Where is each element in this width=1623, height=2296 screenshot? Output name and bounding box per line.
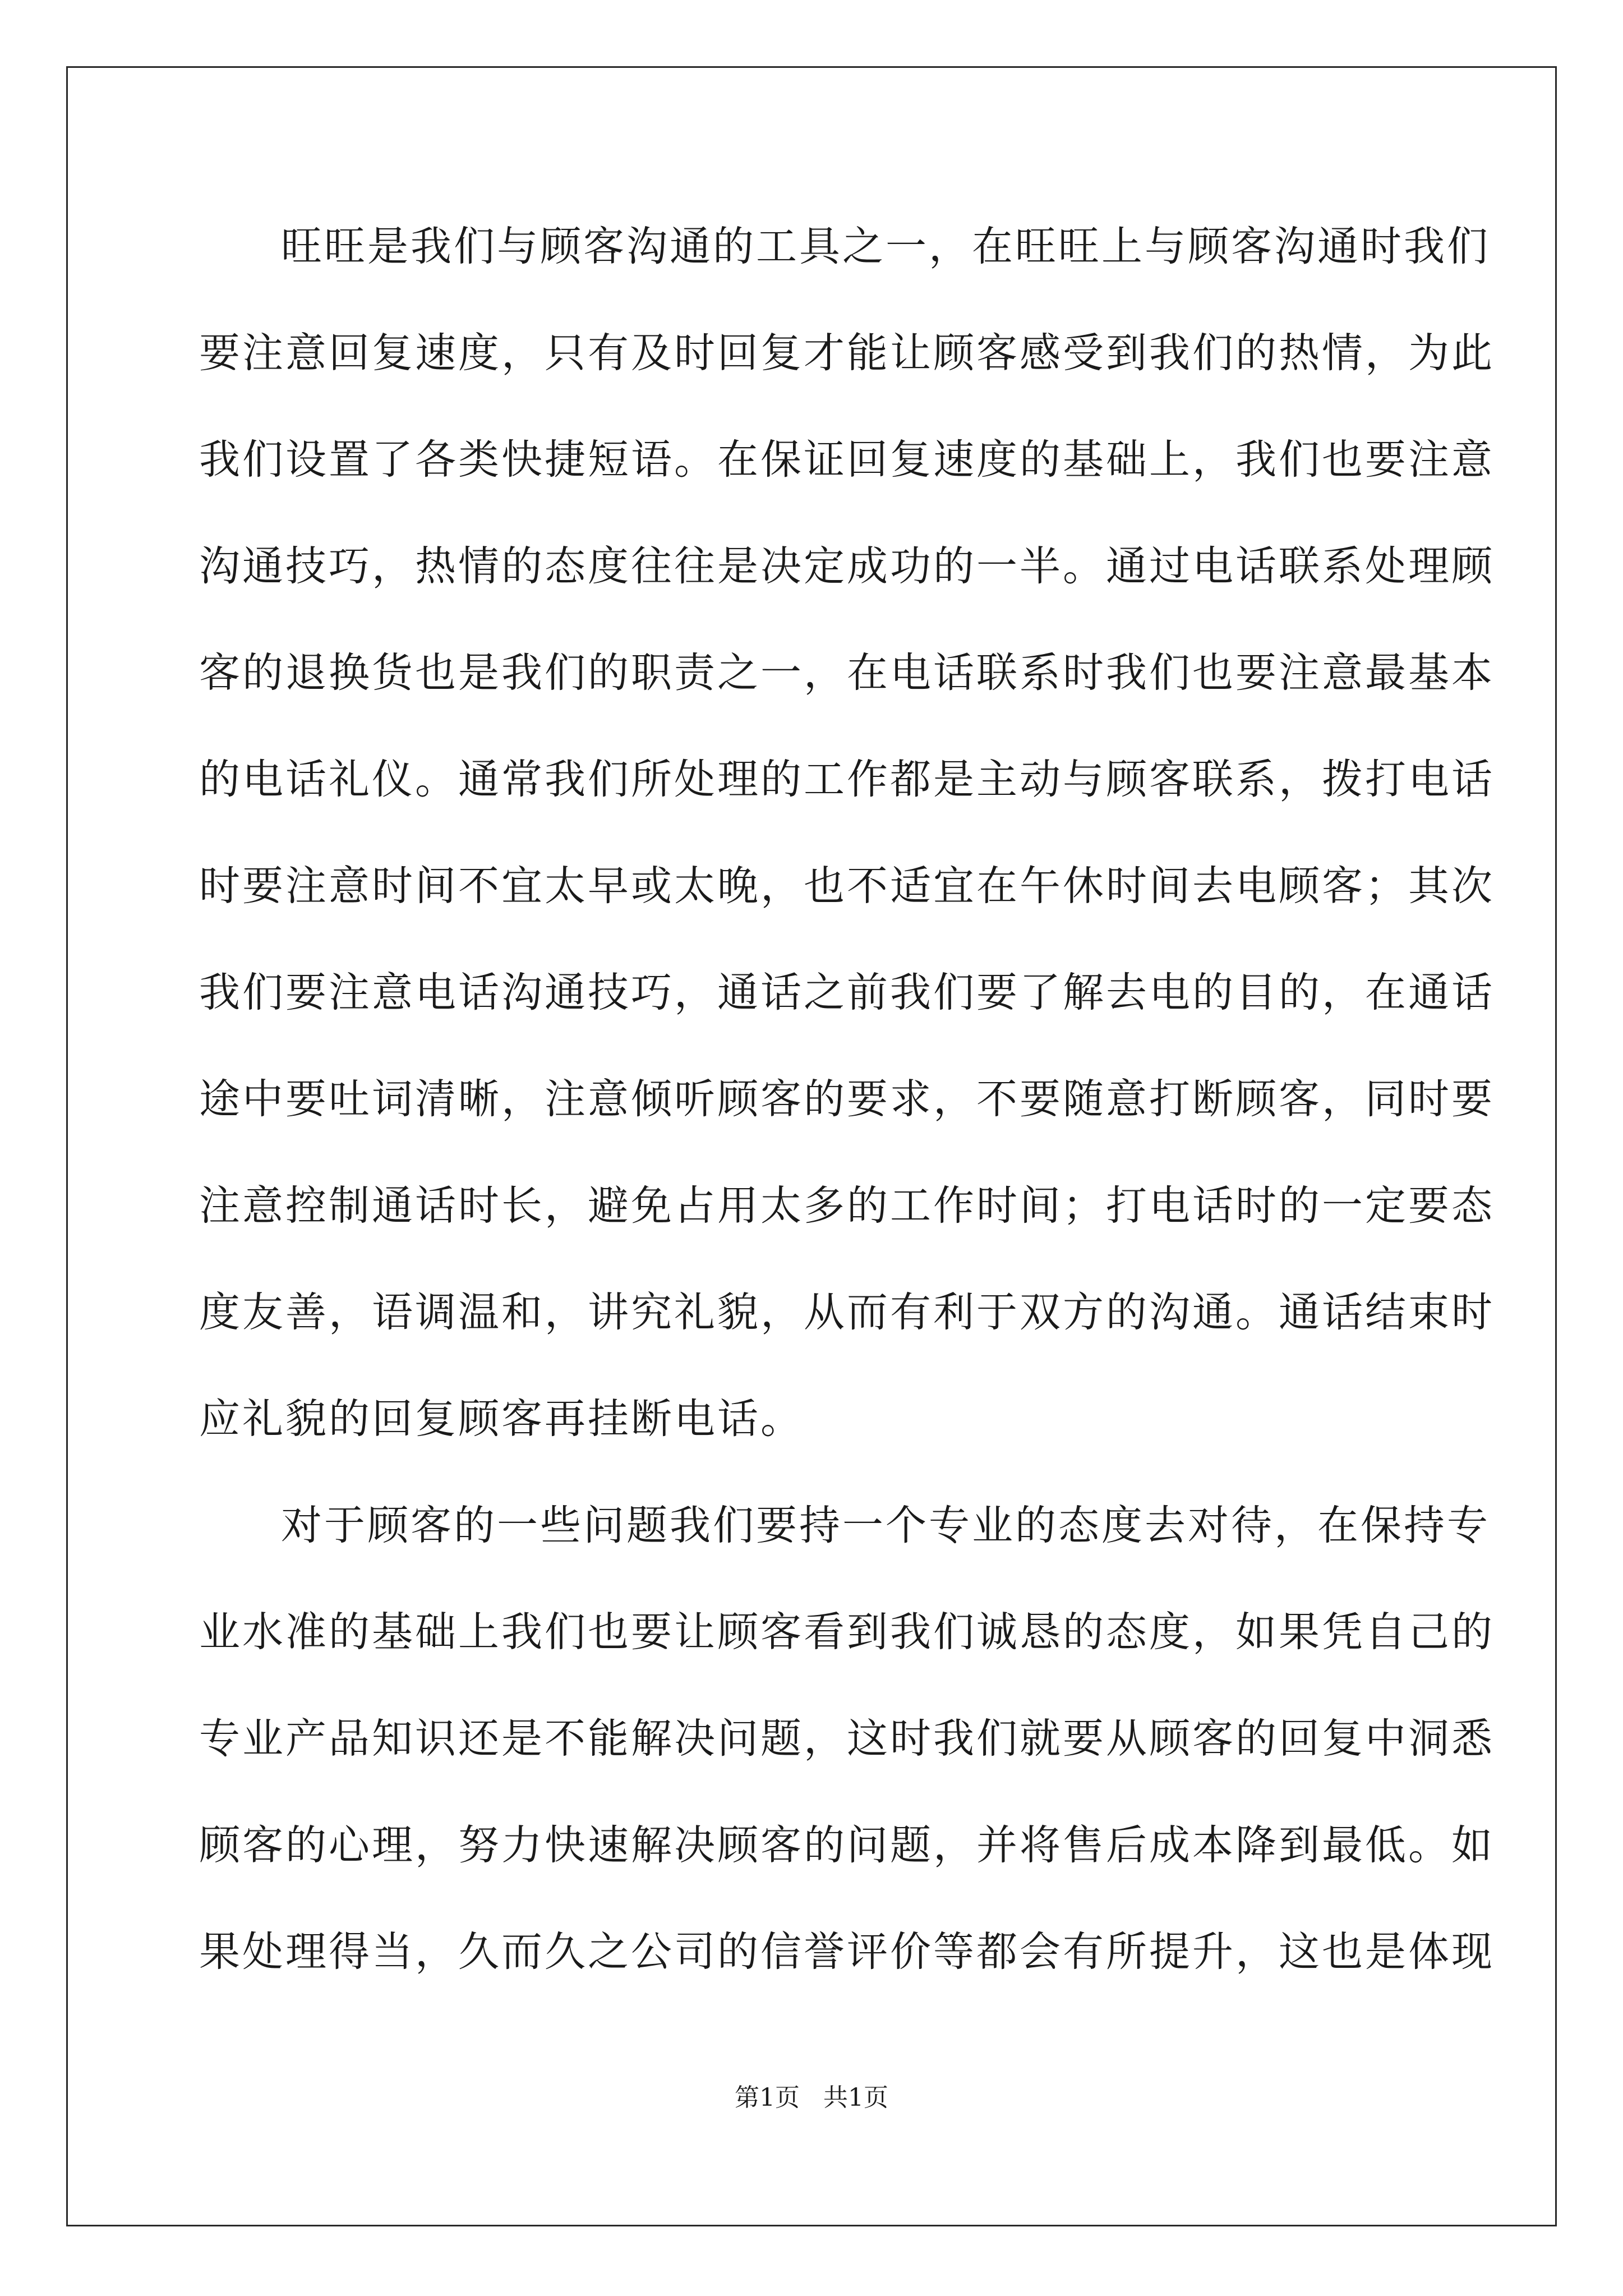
paragraph-2-line-5: 果处理得当，久而久之公司的信誉评价等都会有所提升，这也是体现 xyxy=(199,1928,1495,1976)
paragraph-1-line-8: 我们要注意电话沟通技巧，通话之前我们要了解去电的目的，在通话 xyxy=(199,969,1495,1016)
paragraph-1-line-10: 注意控制通话时长，避免占用太多的工作时间；打电话时的一定要态 xyxy=(199,1182,1495,1230)
paragraph-2-line-4: 顾客的心理，努力快速解决顾客的问题，并将售后成本降到最低。如 xyxy=(199,1821,1495,1869)
paragraph-1-line-1: 旺旺是我们与顾客沟通的工具之一，在旺旺上与顾客沟通时我们 xyxy=(281,223,1490,270)
paragraph-1-line-12: 应礼貌的回复顾客再挂断电话。 xyxy=(199,1395,804,1443)
page-number: 第1页 xyxy=(735,2083,800,2112)
paragraph-1-line-5: 客的退换货也是我们的职责之一，在电话联系时我们也要注意最基本 xyxy=(199,649,1495,697)
paragraph-1-line-3: 我们设置了各类快捷短语。在保证回复速度的基础上，我们也要注意 xyxy=(199,436,1495,484)
paragraph-1-line-9: 途中要吐词清晰，注意倾听顾客的要求，不要随意打断顾客，同时要 xyxy=(199,1075,1495,1123)
paragraph-1-line-6: 的电话礼仪。通常我们所处理的工作都是主动与顾客联系，拨打电话 xyxy=(199,756,1495,803)
paragraph-1-line-4: 沟通技巧，热情的态度往往是决定成功的一半。通过电话联系处理顾 xyxy=(199,542,1495,590)
paragraph-2-line-2: 业水准的基础上我们也要让顾客看到我们诚恳的态度，如果凭自己的 xyxy=(199,1608,1495,1656)
paragraph-1-line-11: 度友善，语调温和，讲究礼貌，从而有利于双方的沟通。通话结束时 xyxy=(199,1289,1495,1336)
document-body xyxy=(199,213,1495,2025)
total-pages: 共1页 xyxy=(823,2083,888,2112)
paragraph-2-line-1: 对于顾客的一些问题我们要持一个专业的态度去对待，在保持专 xyxy=(281,1502,1490,1549)
paragraph-1-line-2: 要注意回复速度，只有及时回复才能让顾客感受到我们的热情，为此 xyxy=(199,329,1495,377)
page-footer xyxy=(0,2081,1623,2115)
paragraph-1-line-7: 时要注意时间不宜太早或太晚，也不适宜在午休时间去电顾客；其次 xyxy=(199,862,1495,910)
paragraph-2-line-3: 专业产品知识还是不能解决问题，这时我们就要从顾客的回复中洞悉 xyxy=(199,1715,1495,1763)
